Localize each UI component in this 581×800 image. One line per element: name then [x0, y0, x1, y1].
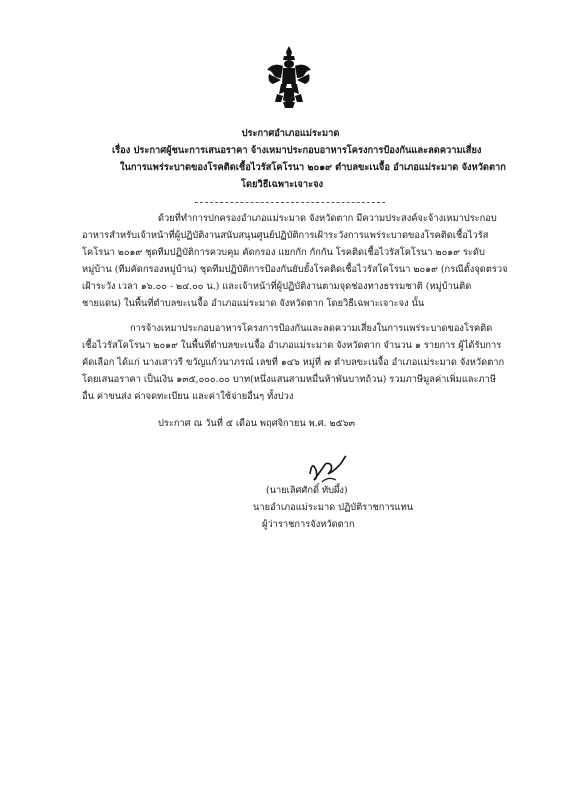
paragraph-1-line: อาหารสำหรับเจ้าหน้าที่ผู้ปฏิบัติงานสนับสนุนศูนย์ปฏิบัติการเฝ้าระวังการแพร่ระบาดของโรคติดเชื้อไวรัส — [82, 230, 489, 241]
garuda-emblem — [265, 44, 313, 110]
paragraph-2-line: เชื้อไวรัสโคโรนา ๒๐๑๙ ในพื้นที่ตำบลขะเนจื้อ อำเภอแม่ระมาด จังหวัดตาก จำนวน ๑ รายการ ผู้ได้รับการ — [82, 340, 502, 351]
signatory-position-2: ผู้ว่าราชการจังหวัดตาก — [262, 519, 355, 530]
paragraph-2-line: การจ้างเหมาประกอบอาหารโครงการป้องกันและลดความเสี่ยงในการแพร่ระบาดของโรคติด — [130, 323, 493, 334]
announce-date: ประกาศ ณ วันที่ ๕ เดือน พฤศจิกายน พ.ศ. ๒๕๖๓ — [158, 418, 355, 429]
paragraph-1-line: ชายแดน) ในพื้นที่ตำบลขะเนจื้อ อำเภอแม่ระมาด จังหวัดตาก โดยวิธีเฉพาะเจาะจง นั้น — [82, 298, 425, 309]
subject-line-3: โดยวิธีเฉพาะเจาะจง — [241, 179, 324, 190]
paragraph-1-line: หมู่บ้าน (ทีมคัดกรองหมู่บ้าน) ชุดทีมปฏิบัติการป้องกันยับยั้งโรคติดเชื้อไวรัสโคโรนา ๒๐๑๙ (กรณีตั้งจุดตรวจ — [82, 264, 508, 275]
paragraph-2-line: คัดเลือก ได้แก่ นางเสาวรี ขวัญแก้วนาภรณ์ เลขที่ ๑๔๖ หมู่ที่ ๗ ตำบลขะเนจื้อ อำเภอแม่ระมาด จังหวัดตาก — [82, 357, 505, 368]
paragraph-1-line: โคโรนา ๒๐๑๙ ชุดทีมปฏิบัติการควบคุม คัดกรอง แยกกัก กักกัน โรคติดเชื้อไวรัสโคโรนา ๒๐๑๙ ระดับ — [82, 247, 485, 258]
paragraph-2-line: อื่น ค่าขนส่ง ค่าจดทะเบียน และค่าใช้จ่ายอื่นๆ ทั้งปวง — [82, 391, 294, 402]
org-title: ประกาศอำเภอแม่ระมาด — [241, 128, 340, 139]
signatory-name: (นายเลิศศักดิ์ ทับผึ้ง) — [266, 485, 348, 496]
signatory-position: นายอำเภอแม่ระมาด ปฏิบัติราชการแทน — [253, 502, 414, 513]
paragraph-1-line: เฝ้าระวัง เวลา ๑๖.๐๐ - ๒๔.๐๐ น.) และเจ้าหน้าที่ผู้ปฏิบัติงานตามจุดช่องทางธรรมชาติ (หมู่บ้านติด — [82, 281, 472, 292]
paragraph-1-line: ด้วยที่ทำการปกครองอำเภอแม่ระมาด จังหวัดตาก มีความประสงค์จะจ้างเหมาประกอบ — [158, 213, 497, 224]
paragraph-2-line: โดยเสนอราคา เป็นเงิน ๑๓๕,๐๐๐.๐๐ บาท(หนึ่งแสนสามหมื่นห้าพันบาทถ้วน) รวมภาษีมูลค่าเพิ่มและภาษี — [82, 374, 496, 385]
subject-line-2: ในการแพร่ระบาดของโรคติดเชื้อไวรัสโคโรนา ๒๐๑๙ ตำบลขะเนจื้อ อำเภอแม่ระมาด จังหวัดตาก — [120, 162, 506, 173]
subject-line: เรื่อง ประกาศผู้ชนะการเสนอราคา จ้างเหมาประกอบอาหารโครงการป้องกันและลดความเสี่ยง — [112, 145, 482, 156]
handwritten-signature — [306, 452, 350, 486]
divider — [195, 202, 385, 203]
